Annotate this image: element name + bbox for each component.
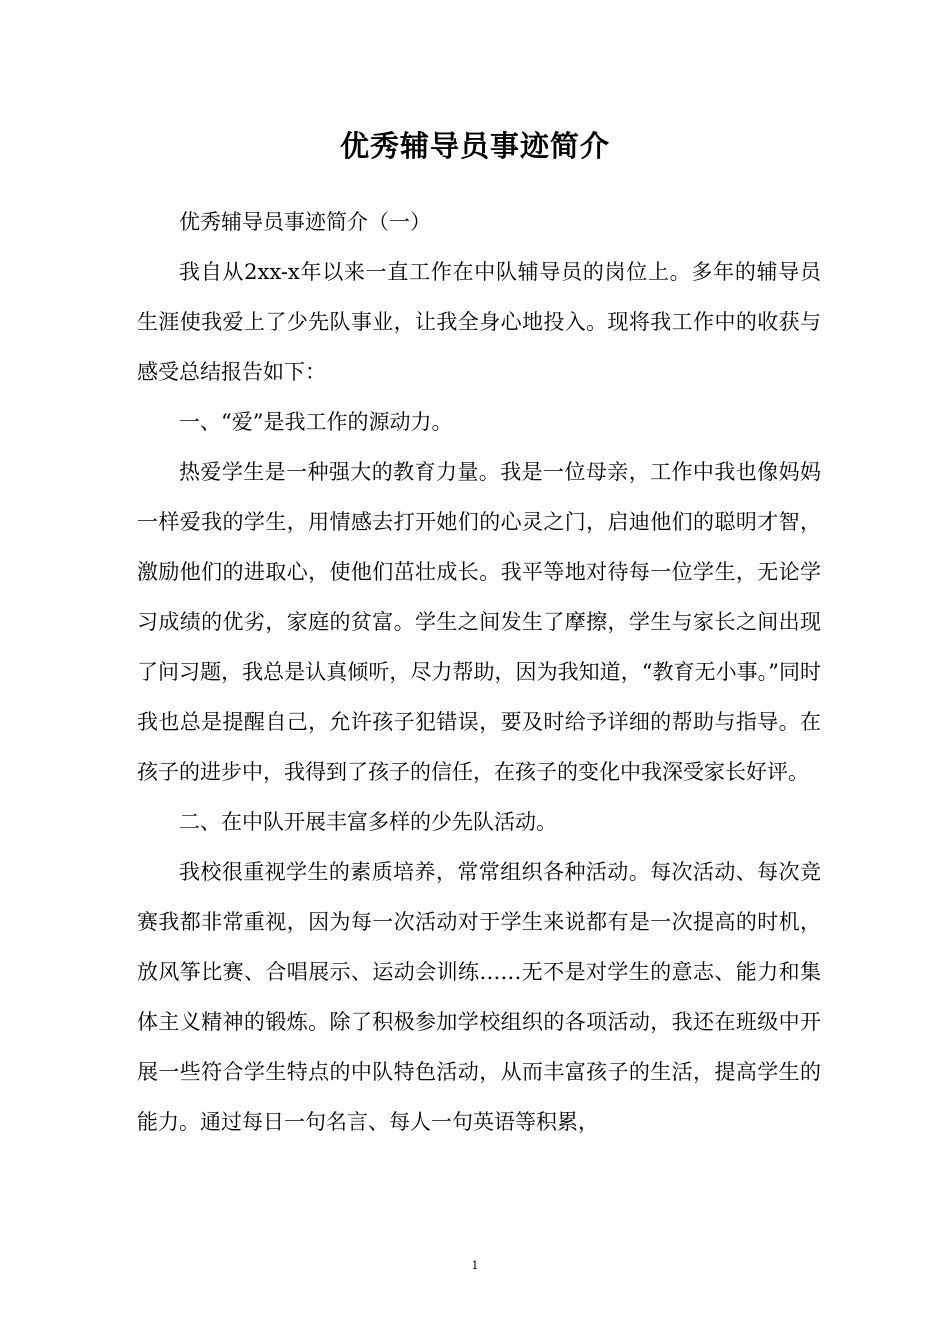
section-heading-love: 一、“爱”是我工作的源动力。 [179,410,453,434]
page-number: 1 [471,1259,479,1272]
section-heading-intro: 优秀辅导员事迹简介（一） [179,210,431,234]
paragraph-activities: 我校很重视学生的素质培养，常常组织各种活动。每次活动、每次竞赛我都非常重视，因为每一次活动对于学生来说都有是一次提高的时机，放风筝比赛、合唱展示、运动会训练……无不是对学生的意志、能力和集体主义精神的锻炼。除了积极参加学校组织的各项活动，我还在班级中开展一些符合学生特点的中队特色活动，从而丰富孩子的生活，提高学生的能力。通过每日一句名言、每人一句英语等积累， [137,860,821,1134]
document-title: 优秀辅导员事迹简介 [339,129,610,163]
paragraph-intro: 我自从2xx-x年以来一直工作在中队辅导员的岗位上。多年的辅导员生涯使我爱上了少先队事业，让我全身心地投入。现将我工作中的收获与感受总结报告如下： [137,260,821,384]
paragraph-love: 热爱学生是一种强大的教育力量。我是一位母亲，工作中我也像妈妈一样爱我的学生，用情感去打开她们的心灵之门，启迪他们的聪明才智，激励他们的进取心，使他们茁壮成长。我平等地对待每一位学生，无论学习成绩的优劣，家庭的贫富。学生之间发生了摩擦，学生与家长之间出现了问习题，我总是认真倾听，尽力帮助，因为我知道，“教育无小事。”同时我也总是提醒自己，允许孩子犯错误，要及时给予详细的帮助与指导。在孩子的进步中，我得到了孩子的信任，在孩子的变化中我深受家长好评。 [137,460,821,784]
section-heading-activities: 二、在中队开展丰富多样的少先队活动。 [179,810,557,834]
document-body [137,197,821,1147]
